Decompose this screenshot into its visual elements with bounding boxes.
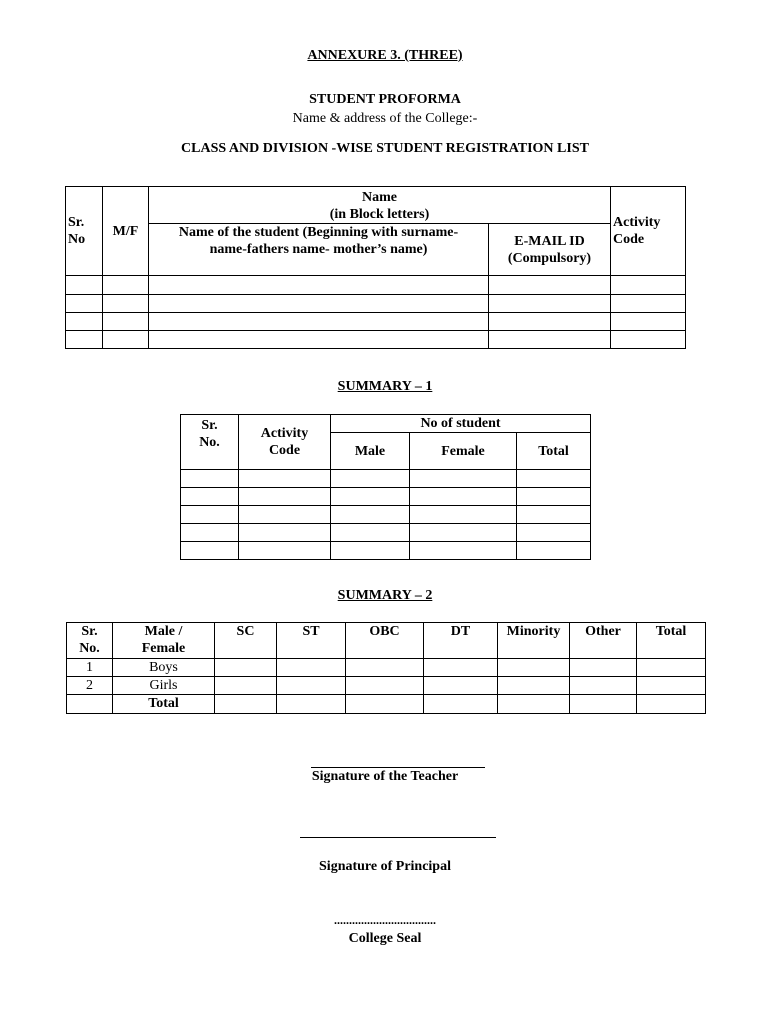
s2-header-sc: SC <box>215 623 277 659</box>
teacher-signature-line[interactable] <box>311 767 485 768</box>
cell[interactable] <box>103 295 149 313</box>
s2-row-label: Total <box>113 695 215 714</box>
cell[interactable] <box>149 295 489 313</box>
cell[interactable] <box>277 695 346 714</box>
cell[interactable] <box>181 524 239 542</box>
s2-header-dt: DT <box>424 623 498 659</box>
cell[interactable] <box>331 470 410 488</box>
table-row <box>181 506 591 524</box>
table-row <box>181 524 591 542</box>
registration-list-title: CLASS AND DIVISION -WISE STUDENT REGISTRATION LIST <box>181 141 589 156</box>
s2-header-obc: OBC <box>346 623 424 659</box>
annexure-heading: ANNEXURE 3. (THREE) <box>307 48 463 63</box>
cell[interactable] <box>346 659 424 677</box>
college-name-label: Name & address of the College:- <box>292 111 478 126</box>
header-name-line1: Name <box>362 190 397 205</box>
cell[interactable] <box>331 542 410 560</box>
cell[interactable] <box>149 313 489 331</box>
cell[interactable] <box>239 542 331 560</box>
cell[interactable] <box>410 506 517 524</box>
cell[interactable] <box>181 506 239 524</box>
header-email: E-MAIL ID (Compulsory) <box>489 224 611 276</box>
cell[interactable] <box>215 659 277 677</box>
header-name-group <box>149 187 611 224</box>
cell[interactable] <box>424 695 498 714</box>
college-seal-label: College Seal <box>348 931 422 946</box>
cell[interactable] <box>611 295 686 313</box>
table-row <box>66 295 686 313</box>
s1-header-sr-no: Sr. No. <box>181 415 239 470</box>
cell[interactable] <box>517 488 591 506</box>
cell[interactable] <box>517 542 591 560</box>
summary1-table <box>180 414 591 560</box>
table-row <box>66 276 686 295</box>
cell[interactable] <box>637 677 706 695</box>
cell[interactable] <box>215 677 277 695</box>
cell[interactable] <box>103 331 149 349</box>
table-row <box>181 542 591 560</box>
cell[interactable] <box>331 506 410 524</box>
principal-signature-line[interactable] <box>300 837 496 838</box>
cell[interactable] <box>611 331 686 349</box>
teacher-signature-label: Signature of the Teacher <box>311 769 459 784</box>
cell[interactable] <box>239 488 331 506</box>
cell[interactable] <box>517 506 591 524</box>
cell[interactable] <box>66 313 103 331</box>
table-row <box>67 695 706 714</box>
cell[interactable] <box>277 677 346 695</box>
cell[interactable] <box>66 295 103 313</box>
cell[interactable] <box>410 470 517 488</box>
s2-row-label: Girls <box>113 677 215 695</box>
cell[interactable] <box>611 276 686 295</box>
cell[interactable] <box>181 470 239 488</box>
summary2-title: SUMMARY – 2 <box>337 588 433 603</box>
cell[interactable] <box>239 506 331 524</box>
proforma-title: STUDENT PROFORMA <box>309 92 461 107</box>
table-row <box>181 488 591 506</box>
s2-row-label: Boys <box>113 659 215 677</box>
summary1-title: SUMMARY – 1 <box>337 379 433 394</box>
cell[interactable] <box>277 659 346 677</box>
s2-row-sr: 2 <box>67 677 113 695</box>
cell[interactable] <box>498 695 570 714</box>
cell[interactable] <box>66 276 103 295</box>
cell[interactable] <box>103 313 149 331</box>
summary2-table <box>66 622 706 714</box>
cell[interactable] <box>637 659 706 677</box>
table-row <box>66 313 686 331</box>
cell[interactable] <box>410 524 517 542</box>
s1-header-male: Male <box>331 433 410 470</box>
cell[interactable] <box>239 524 331 542</box>
header-mf: M/F <box>103 187 149 276</box>
s1-header-female: Female <box>410 433 517 470</box>
table-row <box>67 677 706 695</box>
cell[interactable] <box>489 276 611 295</box>
cell[interactable] <box>239 470 331 488</box>
cell[interactable] <box>611 313 686 331</box>
cell[interactable] <box>410 488 517 506</box>
s2-header-sr-no: Sr. No. <box>67 623 113 659</box>
cell[interactable] <box>517 524 591 542</box>
s2-row-sr: 1 <box>67 659 113 677</box>
cell[interactable] <box>637 695 706 714</box>
cell[interactable] <box>570 695 637 714</box>
cell[interactable] <box>66 331 103 349</box>
s2-header-row <box>67 623 706 659</box>
cell[interactable] <box>149 331 489 349</box>
principal-signature-label: Signature of Principal <box>319 859 451 874</box>
table-row <box>66 331 686 349</box>
header-name-line2: (in Block letters) <box>329 207 430 222</box>
cell[interactable] <box>215 695 277 714</box>
cell[interactable] <box>149 276 489 295</box>
cell[interactable] <box>346 695 424 714</box>
s2-header-minority: Minority <box>498 623 570 659</box>
table-row <box>181 470 591 488</box>
cell[interactable] <box>181 542 239 560</box>
s2-header-st: ST <box>277 623 346 659</box>
s1-header-total: Total <box>517 433 591 470</box>
cell[interactable] <box>517 470 591 488</box>
cell[interactable] <box>489 295 611 313</box>
s1-header-activity-code: Activity Code <box>239 415 331 470</box>
header-activity-code: Activity Code <box>611 187 686 276</box>
cell[interactable] <box>424 659 498 677</box>
cell[interactable] <box>498 677 570 695</box>
cell[interactable] <box>181 488 239 506</box>
cell[interactable] <box>103 276 149 295</box>
cell[interactable] <box>489 313 611 331</box>
cell[interactable] <box>424 677 498 695</box>
cell[interactable] <box>570 659 637 677</box>
table-row <box>67 659 706 677</box>
cell[interactable] <box>331 488 410 506</box>
cell[interactable] <box>498 659 570 677</box>
s2-row-sr <box>67 695 113 714</box>
s2-header-other: Other <box>570 623 637 659</box>
seal-dotted-line: .................................. <box>334 913 436 927</box>
s1-header-no-of-student: No of student <box>331 415 591 433</box>
header-sr-no: Sr. No <box>66 187 103 276</box>
header-student-name: Name of the student (Beginning with surname- name-fathers name- mother’s name) <box>149 224 489 276</box>
cell[interactable] <box>331 524 410 542</box>
cell[interactable] <box>346 677 424 695</box>
s2-header-total: Total <box>637 623 706 659</box>
s2-header-gender: Male / Female <box>113 623 215 659</box>
cell[interactable] <box>570 677 637 695</box>
cell[interactable] <box>489 331 611 349</box>
cell[interactable] <box>410 542 517 560</box>
registration-table <box>65 186 686 349</box>
